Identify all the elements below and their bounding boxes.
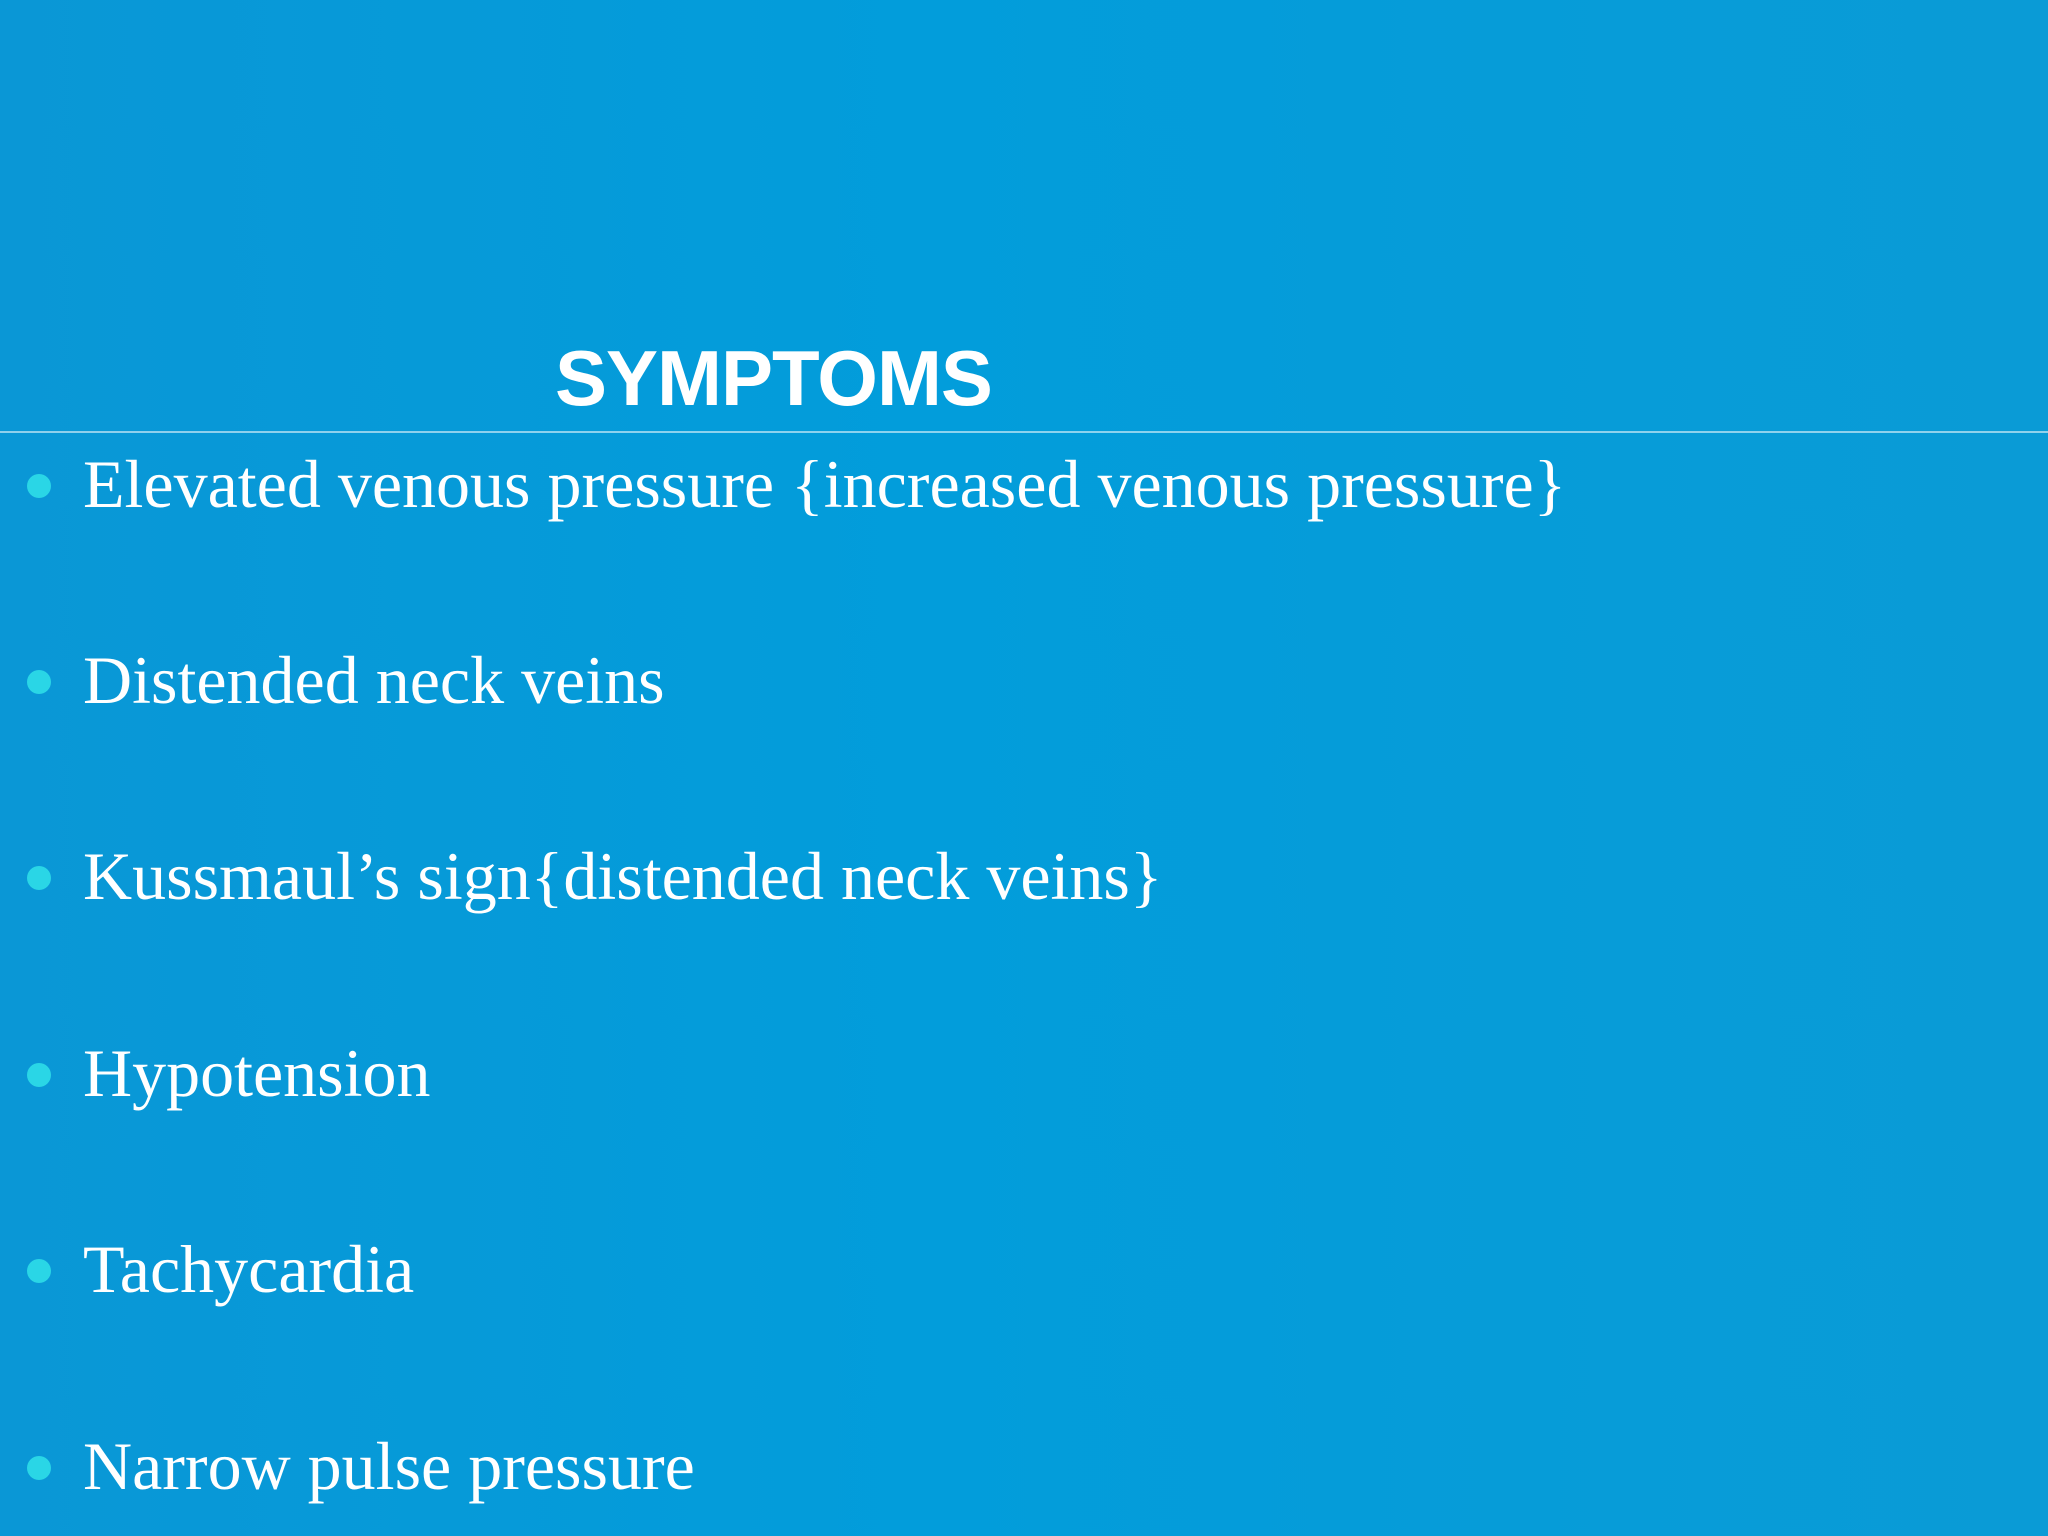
bullet-icon	[27, 1456, 51, 1480]
list-item	[0, 1023, 1800, 1123]
list-item	[0, 1416, 1800, 1516]
bullet-icon	[27, 866, 51, 890]
title-divider	[0, 431, 2048, 433]
list-item-text: Hypotension	[83, 1035, 431, 1111]
list-item	[0, 630, 1800, 730]
list-item	[0, 1219, 1800, 1319]
bullet-icon	[27, 670, 51, 694]
bullet-icon	[27, 474, 51, 498]
list-item-text: Kussmaul’s sign{distended neck veins}	[83, 838, 1163, 914]
bullet-icon	[27, 1259, 51, 1283]
list-item	[0, 434, 1800, 534]
list-item-text: Tachycardia	[83, 1231, 415, 1307]
list-item-text: Distended neck veins	[83, 642, 665, 718]
list-item-text: Narrow pulse pressure	[83, 1428, 695, 1504]
list-item	[0, 826, 1800, 926]
list-item-text: Elevated venous pressure {increased venous pressure}	[83, 446, 1567, 522]
slide-title: SYMPTOMS	[555, 334, 992, 422]
bullet-icon	[27, 1063, 51, 1087]
